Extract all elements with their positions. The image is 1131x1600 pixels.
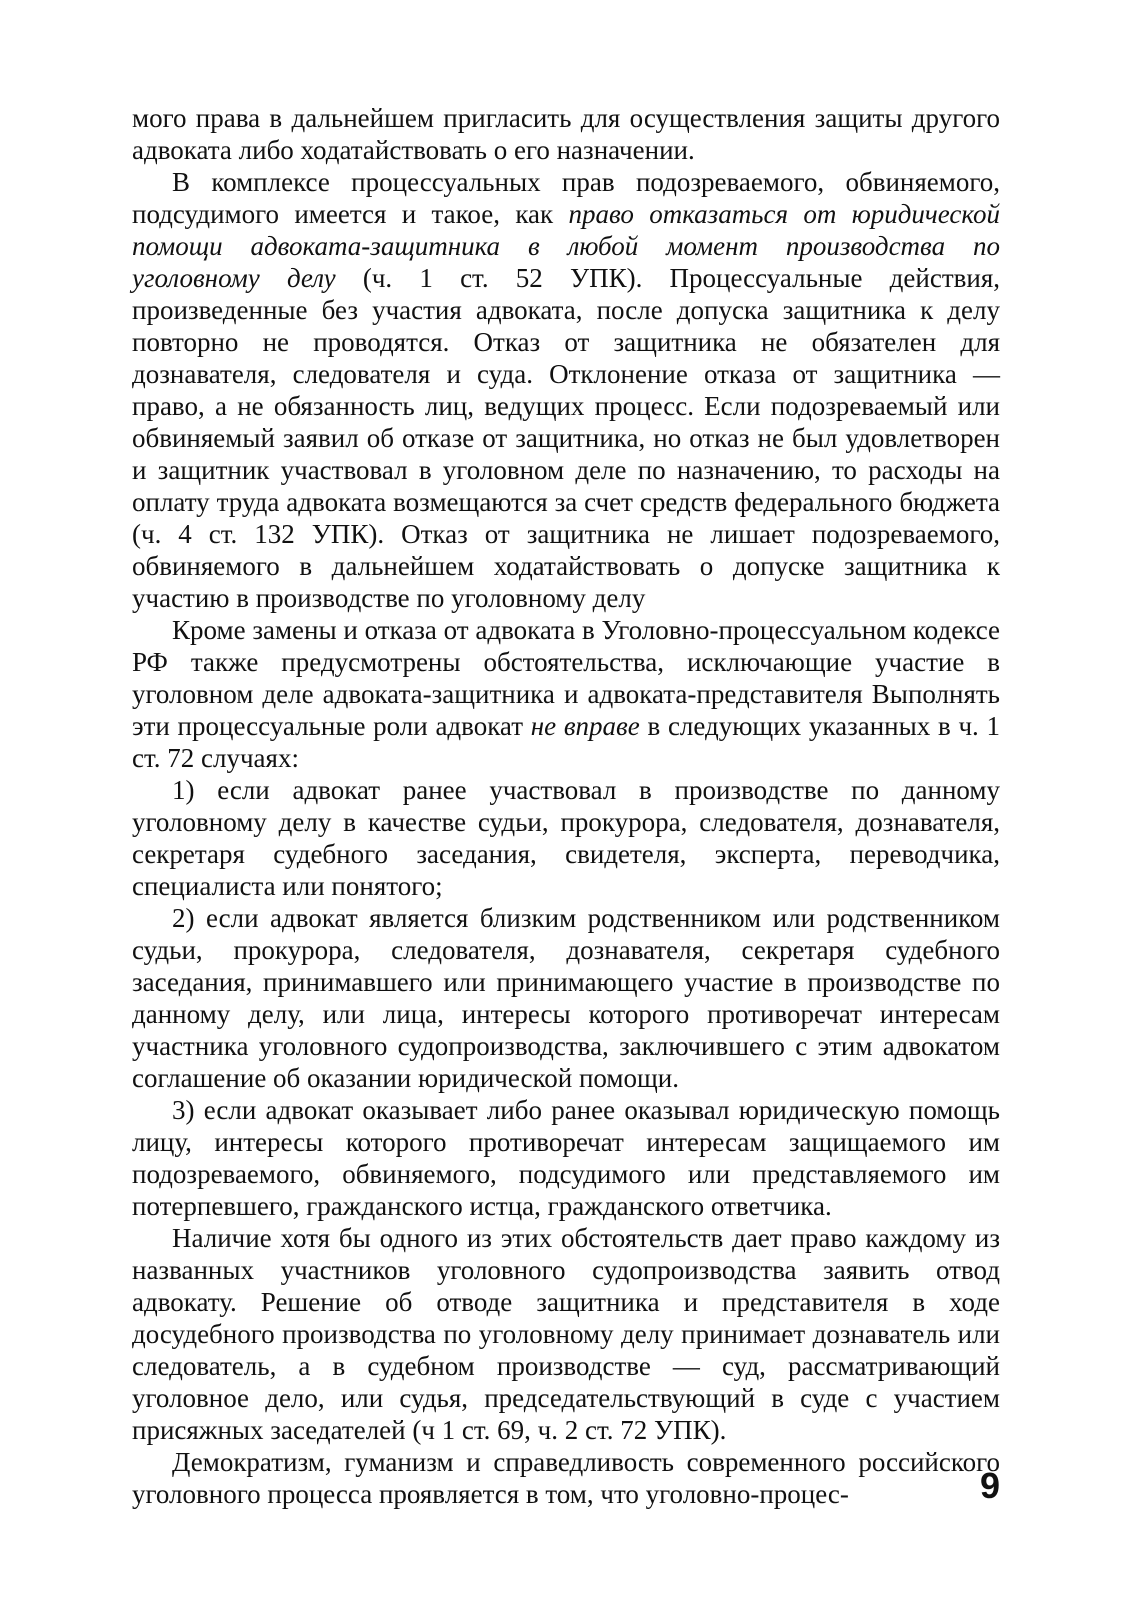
paragraph-continuation	[132, 102, 1000, 166]
paragraph-text: Наличие хотя бы одного из этих обстоятельств дает право каждому из названных участников уголовного судопроизводства заявить отвод адвокату. Решение об отводе защитника и представителя в ходе досудебного производства по уголовному делу принимает дознаватель или следователь, а в судебном производстве — суд, рассматривающий уголовное дело, или судья, председательствующий в суде с участием присяжных заседателей (ч 1 ст. 69, ч. 2 ст. 72 УПК).	[132, 1223, 1000, 1445]
paragraph-text: В комплексе процессуальных прав подозреваемого, обвиняемого, подсудимого имеется и такое, как	[132, 167, 1000, 229]
paragraph-text: Кроме замены и отказа от адвоката в Уголовно-процессуальном кодексе РФ также предусмотрены обстоятельства, исключающие участие в уголовном деле адвоката-защитника и адвоката-представителя Выполнять эти процессуальные роли адвокат	[132, 615, 1000, 741]
paragraph-recusal	[132, 1222, 1000, 1446]
paragraph-text: 3) если адвокат оказывает либо ранее оказывал юридическую помощь лицу, интересы которого противоречат интересам защищаемого им подозреваемого, обвиняемого, подсудимого или представляемого им потерпевшего, гражданского истца, гражданского ответчика.	[132, 1095, 1000, 1221]
page-body	[132, 102, 1000, 1510]
paragraph-text: 1) если адвокат ранее участвовал в производстве по данному уголовному делу в качестве судьи, прокурора, следователя, дознавателя, секретаря судебного заседания, свидетеля, эксперта, переводчика, специалиста или понятого;	[132, 775, 1000, 901]
paragraph-exclusion-circumstances	[132, 614, 1000, 774]
page-number: 9	[979, 1465, 1000, 1506]
italic-emphasis: право отказаться от юридической помощи адвоката-защитника в любой момент производства по уголовному делу	[132, 199, 1000, 293]
list-item-1	[132, 774, 1000, 902]
paragraph-text: Демократизм, гуманизм и справедливость современного российского уголовного процесса проявляется в том, что уголовно-процес-	[132, 1447, 1000, 1509]
paragraph-text: мого права в дальнейшем пригласить для осуществления защиты другого адвоката либо ходатайствовать о его назначении.	[132, 103, 1000, 165]
italic-emphasis: не вправе	[530, 711, 640, 741]
paragraph-waiver-of-counsel	[132, 166, 1000, 614]
paragraph-text: 2) если адвокат является близким родственником или родственником судьи, прокурора, следователя, дознавателя, секретаря судебного заседания, принимавшего или принимающего участие в производстве по данному делу, или лица, интересы которого противоречат интересам участника уголовного судопроизводства, заключившего с этим адвокатом соглашение об оказании юридической помощи.	[132, 903, 1000, 1093]
paragraph-text: в следующих указанных в ч. 1 ст. 72 случаях:	[132, 711, 1000, 773]
paragraph-text: (ч. 1 ст. 52 УПК). Процессуальные действия, произведенные без участия адвоката, после допуска защитника к делу повторно не проводятся. Отказ от защитника не обязателен для дознавателя, следователя и суда. Отклонение отказа от защитника — право, а не обязанность лиц, ведущих процесс. Если подозреваемый или обвиняемый заявил об отказе от защитника, но отказ не был удовлетворен и защитник участвовал в уголовном деле по назначению, то расходы на оплату труда адвоката возмещаются за счет средств федерального бюджета (ч. 4 ст. 132 УПК). Отказ от защитника не лишает подозреваемого, обвиняемого в дальнейшем ходатайствовать о допуске защитника к участию в производстве по уголовному делу	[132, 263, 1001, 613]
paragraph-democratism	[132, 1446, 1000, 1510]
list-item-2	[132, 902, 1000, 1094]
list-item-3	[132, 1094, 1000, 1222]
